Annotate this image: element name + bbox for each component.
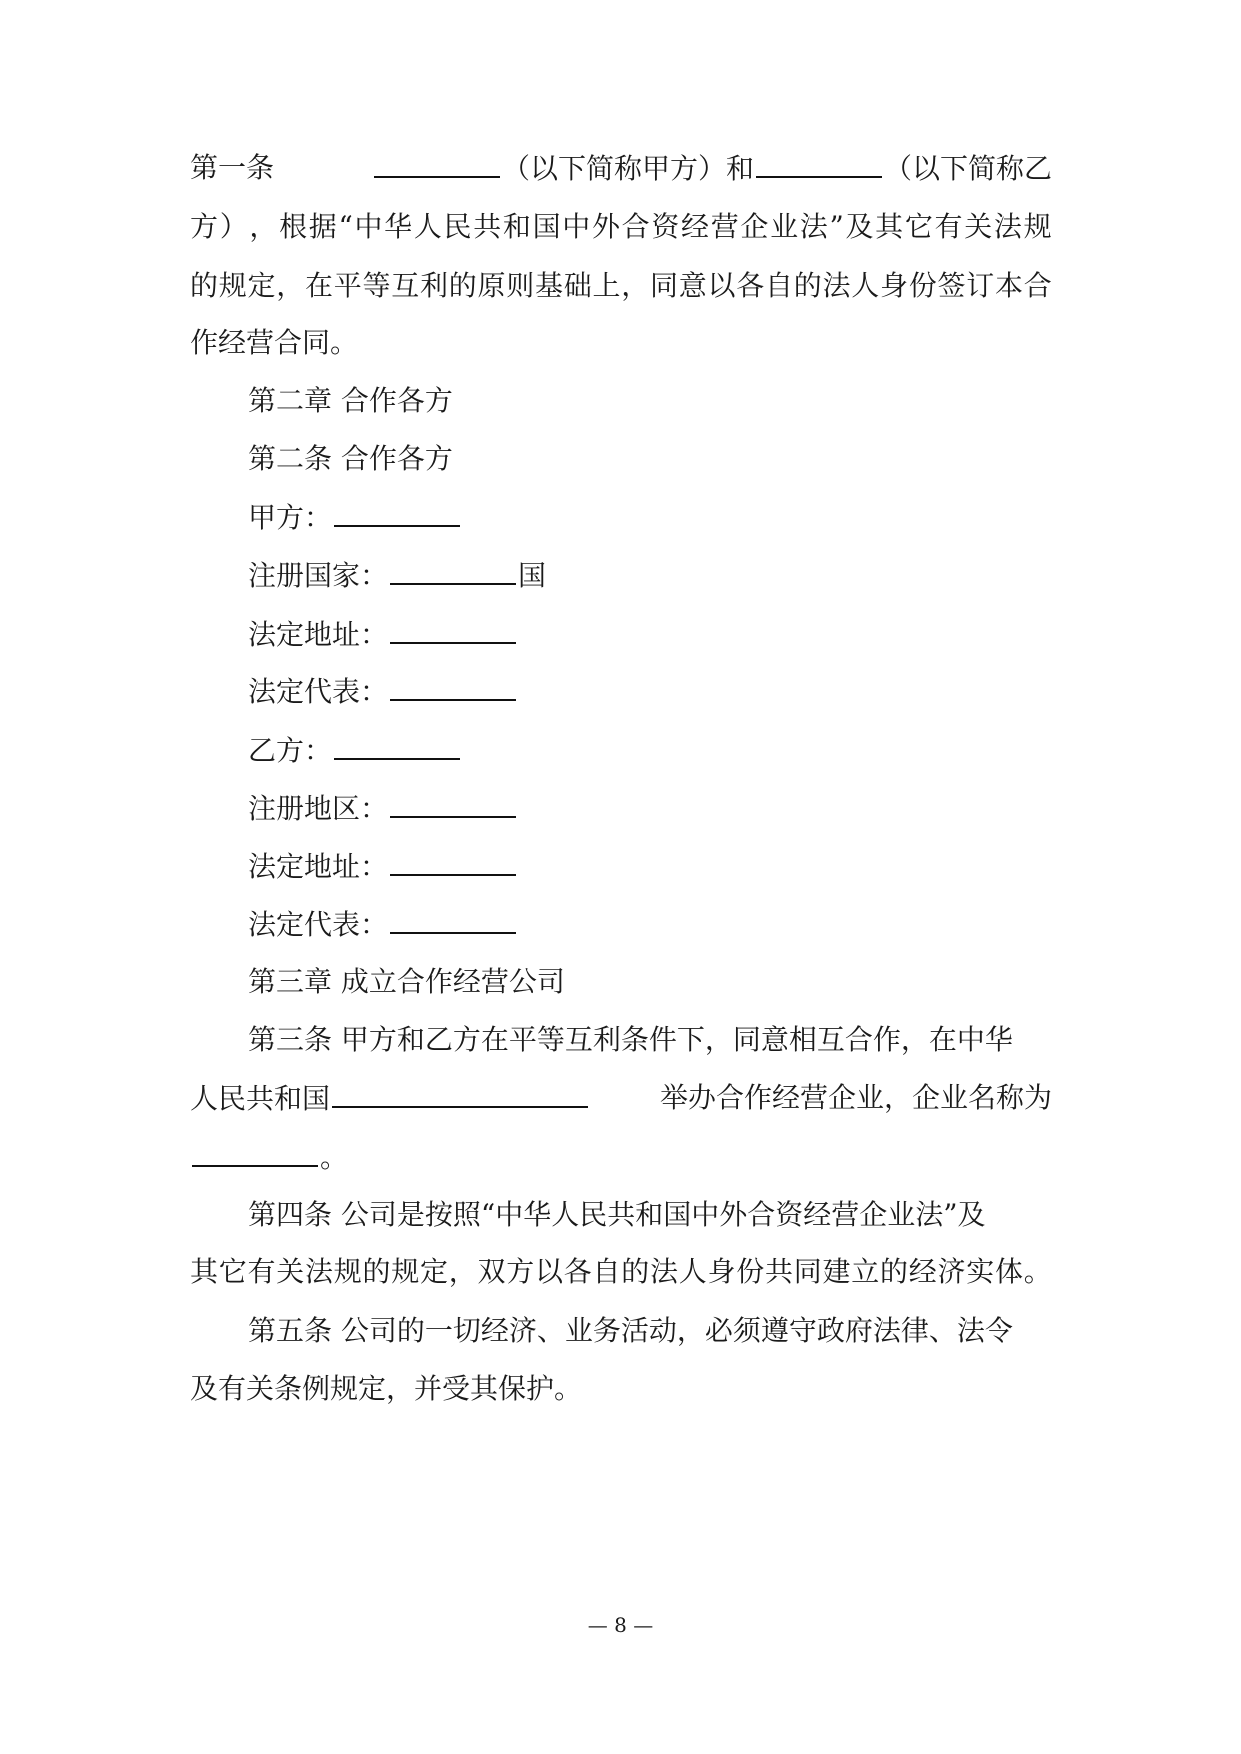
glyph: 双 [477,1255,506,1288]
article-3-lead: 人民共和国 [190,1082,331,1115]
glyph: 人 [413,210,442,243]
article-3-line-2 [190,1078,1052,1118]
glyph: 础 [563,269,592,302]
party-b-representative-field [390,904,516,934]
glyph: 体 [995,1255,1024,1288]
party-a-address-line [248,614,518,654]
article-3-location-group [190,1078,590,1118]
glyph: 及 [845,210,874,243]
party-b-name-line [248,730,462,770]
glyph: 外 [591,210,620,243]
glyph: 民 [443,210,472,243]
article-1-line-1 [190,148,1052,188]
glyph: 法 [650,1255,679,1288]
party-b-address-line [248,846,518,886]
glyph: 份 [736,1255,765,1288]
glyph: 方 [190,210,219,243]
party-a-representative-field [390,671,516,701]
party-b-representative-label: 法定代表： [248,908,389,941]
party-b-name-field [334,730,460,760]
article-1-line-4: 作经营合同。 [190,326,359,359]
glyph: ， [276,269,305,302]
glyph: 合 [1023,269,1052,302]
article-1-tail: （以下简称乙 [883,152,1052,185]
article-3-tail: 举办合作经营企业，企业名称为 [659,1081,1052,1114]
glyph: 它 [218,1255,247,1288]
glyph: 本 [995,269,1024,302]
party-a-country-line [248,555,546,595]
article-4-text-1: 第四条 公司是按照“中华人民共和国中外合资经营企业法”及 [248,1198,986,1231]
glyph: 法 [799,210,828,243]
glyph: 互 [391,269,420,302]
glyph: 经 [681,210,710,243]
glyph: 法 [993,210,1022,243]
party-b-region-field [390,788,516,818]
glyph: 业 [770,210,799,243]
glyph: ” [829,210,844,243]
glyph: 中 [354,210,383,243]
glyph: 的 [880,1255,909,1288]
party-b-region-label: 注册地区： [248,792,389,825]
party-b-name-label: 乙方： [248,734,333,767]
glyph: 身 [707,1255,736,1288]
glyph: 实 [966,1255,995,1288]
glyph: 立 [851,1255,880,1288]
glyph: 的 [621,1255,650,1288]
article-3-line-1 [248,1020,1052,1060]
glyph: 中 [562,210,591,243]
party-a-name-field [334,497,460,527]
glyph: 自 [592,1255,621,1288]
enterprise-name-blank [192,1137,318,1167]
page-number: — 8 — [587,1613,654,1637]
glyph: 订 [966,269,995,302]
glyph: 规 [218,269,247,302]
chapter-3-title: 第三章 成立合作经营公司 [248,965,565,998]
glyph: 规 [391,1255,420,1288]
glyph: 其 [875,210,904,243]
glyph: 以 [535,1255,564,1288]
glyph: 定 [420,1255,449,1288]
article-4-line-2 [190,1252,1052,1292]
article-5-line-1 [248,1311,1052,1351]
glyph: 方 [506,1255,535,1288]
glyph: 共 [765,1255,794,1288]
article-3-text-1: 第三条 甲方和乙方在平等互利条件下，同意相互合作，在中华 [248,1023,1013,1056]
glyph: 有 [934,210,963,243]
glyph: ， [448,1255,477,1288]
glyph: 各 [736,269,765,302]
glyph: 建 [822,1255,851,1288]
glyph: 意 [678,269,707,302]
glyph: 的 [362,1255,391,1288]
glyph: 基 [535,269,564,302]
glyph: 在 [305,269,334,302]
glyph: 等 [362,269,391,302]
glyph: 据 [308,210,337,243]
glyph: 规 [1023,210,1052,243]
chapter-2-title: 第二章 合作各方 [248,384,453,417]
glyph: 上 [592,269,621,302]
article-1-line-3 [190,266,1052,306]
glyph: 法 [822,269,851,302]
glyph: 的 [793,269,822,302]
party-b-name-blank [756,148,882,178]
party-a-name-label: 甲方： [248,501,333,534]
glyph: “ [338,210,353,243]
glyph: 份 [908,269,937,302]
glyph: 关 [276,1255,305,1288]
article-1-lead: 第一条 [190,151,275,184]
party-a-address-field [390,614,516,644]
article-2-title: 第二条 合作各方 [248,442,453,475]
party-a-representative-line [248,671,518,711]
glyph: 同 [793,1255,822,1288]
party-a-address-label: 法定地址： [248,618,389,651]
glyph: 。 [1023,1255,1052,1288]
glyph: 资 [651,210,680,243]
glyph: 以 [707,269,736,302]
glyph: 平 [333,269,362,302]
glyph: 人 [678,1255,707,1288]
party-b-address-field [390,846,516,876]
glyph: 则 [506,269,535,302]
glyph: 合 [621,210,650,243]
glyph: 规 [333,1255,362,1288]
glyph: 其 [190,1255,219,1288]
party-b-address-label: 法定地址： [248,850,389,883]
glyph: 有 [247,1255,276,1288]
glyph: 经 [908,1255,937,1288]
glyph: 原 [477,269,506,302]
glyph: 自 [765,269,794,302]
glyph: 共 [473,210,502,243]
party-a-country-field [390,555,516,585]
glyph: 根 [279,210,308,243]
glyph: 利 [420,269,449,302]
glyph: 人 [851,269,880,302]
party-a-name-line [248,497,462,537]
glyph: ） [219,210,248,243]
glyph: 的 [190,269,219,302]
glyph: 企 [740,210,769,243]
glyph: 华 [384,210,413,243]
article-3-end: 。 [320,1141,349,1174]
article-5-text-1: 第五条 公司的一切经济、业务活动，必须遵守政府法律、法令 [248,1314,1013,1347]
glyph: 它 [904,210,933,243]
article-1-line-2 [190,207,1052,247]
party-a-country-suffix: 国 [518,559,547,592]
glyph: 定 [247,269,276,302]
glyph: 签 [937,269,966,302]
glyph: 关 [964,210,993,243]
party-a-representative-label: 法定代表： [248,675,389,708]
glyph: 同 [650,269,679,302]
glyph: 国 [532,210,561,243]
glyph: 法 [305,1255,334,1288]
article-3-location-blank [332,1078,588,1108]
party-a-name-blank [374,148,500,178]
glyph: ， [249,210,278,243]
glyph: 和 [502,210,531,243]
glyph: 身 [880,269,909,302]
article-1-party-a-group [372,148,1052,188]
glyph: 营 [710,210,739,243]
glyph: ， [621,269,650,302]
article-1-mid: （以下简称甲方）和 [501,152,754,185]
party-a-country-label: 注册国家： [248,559,389,592]
party-b-region-line [248,788,518,828]
glyph: 的 [448,269,477,302]
article-3-line-3 [190,1137,348,1177]
article-4-line-1 [248,1195,1052,1235]
glyph: 各 [563,1255,592,1288]
glyph: 济 [937,1255,966,1288]
party-b-representative-line [248,904,518,944]
article-5-line-2: 及有关条例规定，并受其保护。 [190,1372,583,1405]
